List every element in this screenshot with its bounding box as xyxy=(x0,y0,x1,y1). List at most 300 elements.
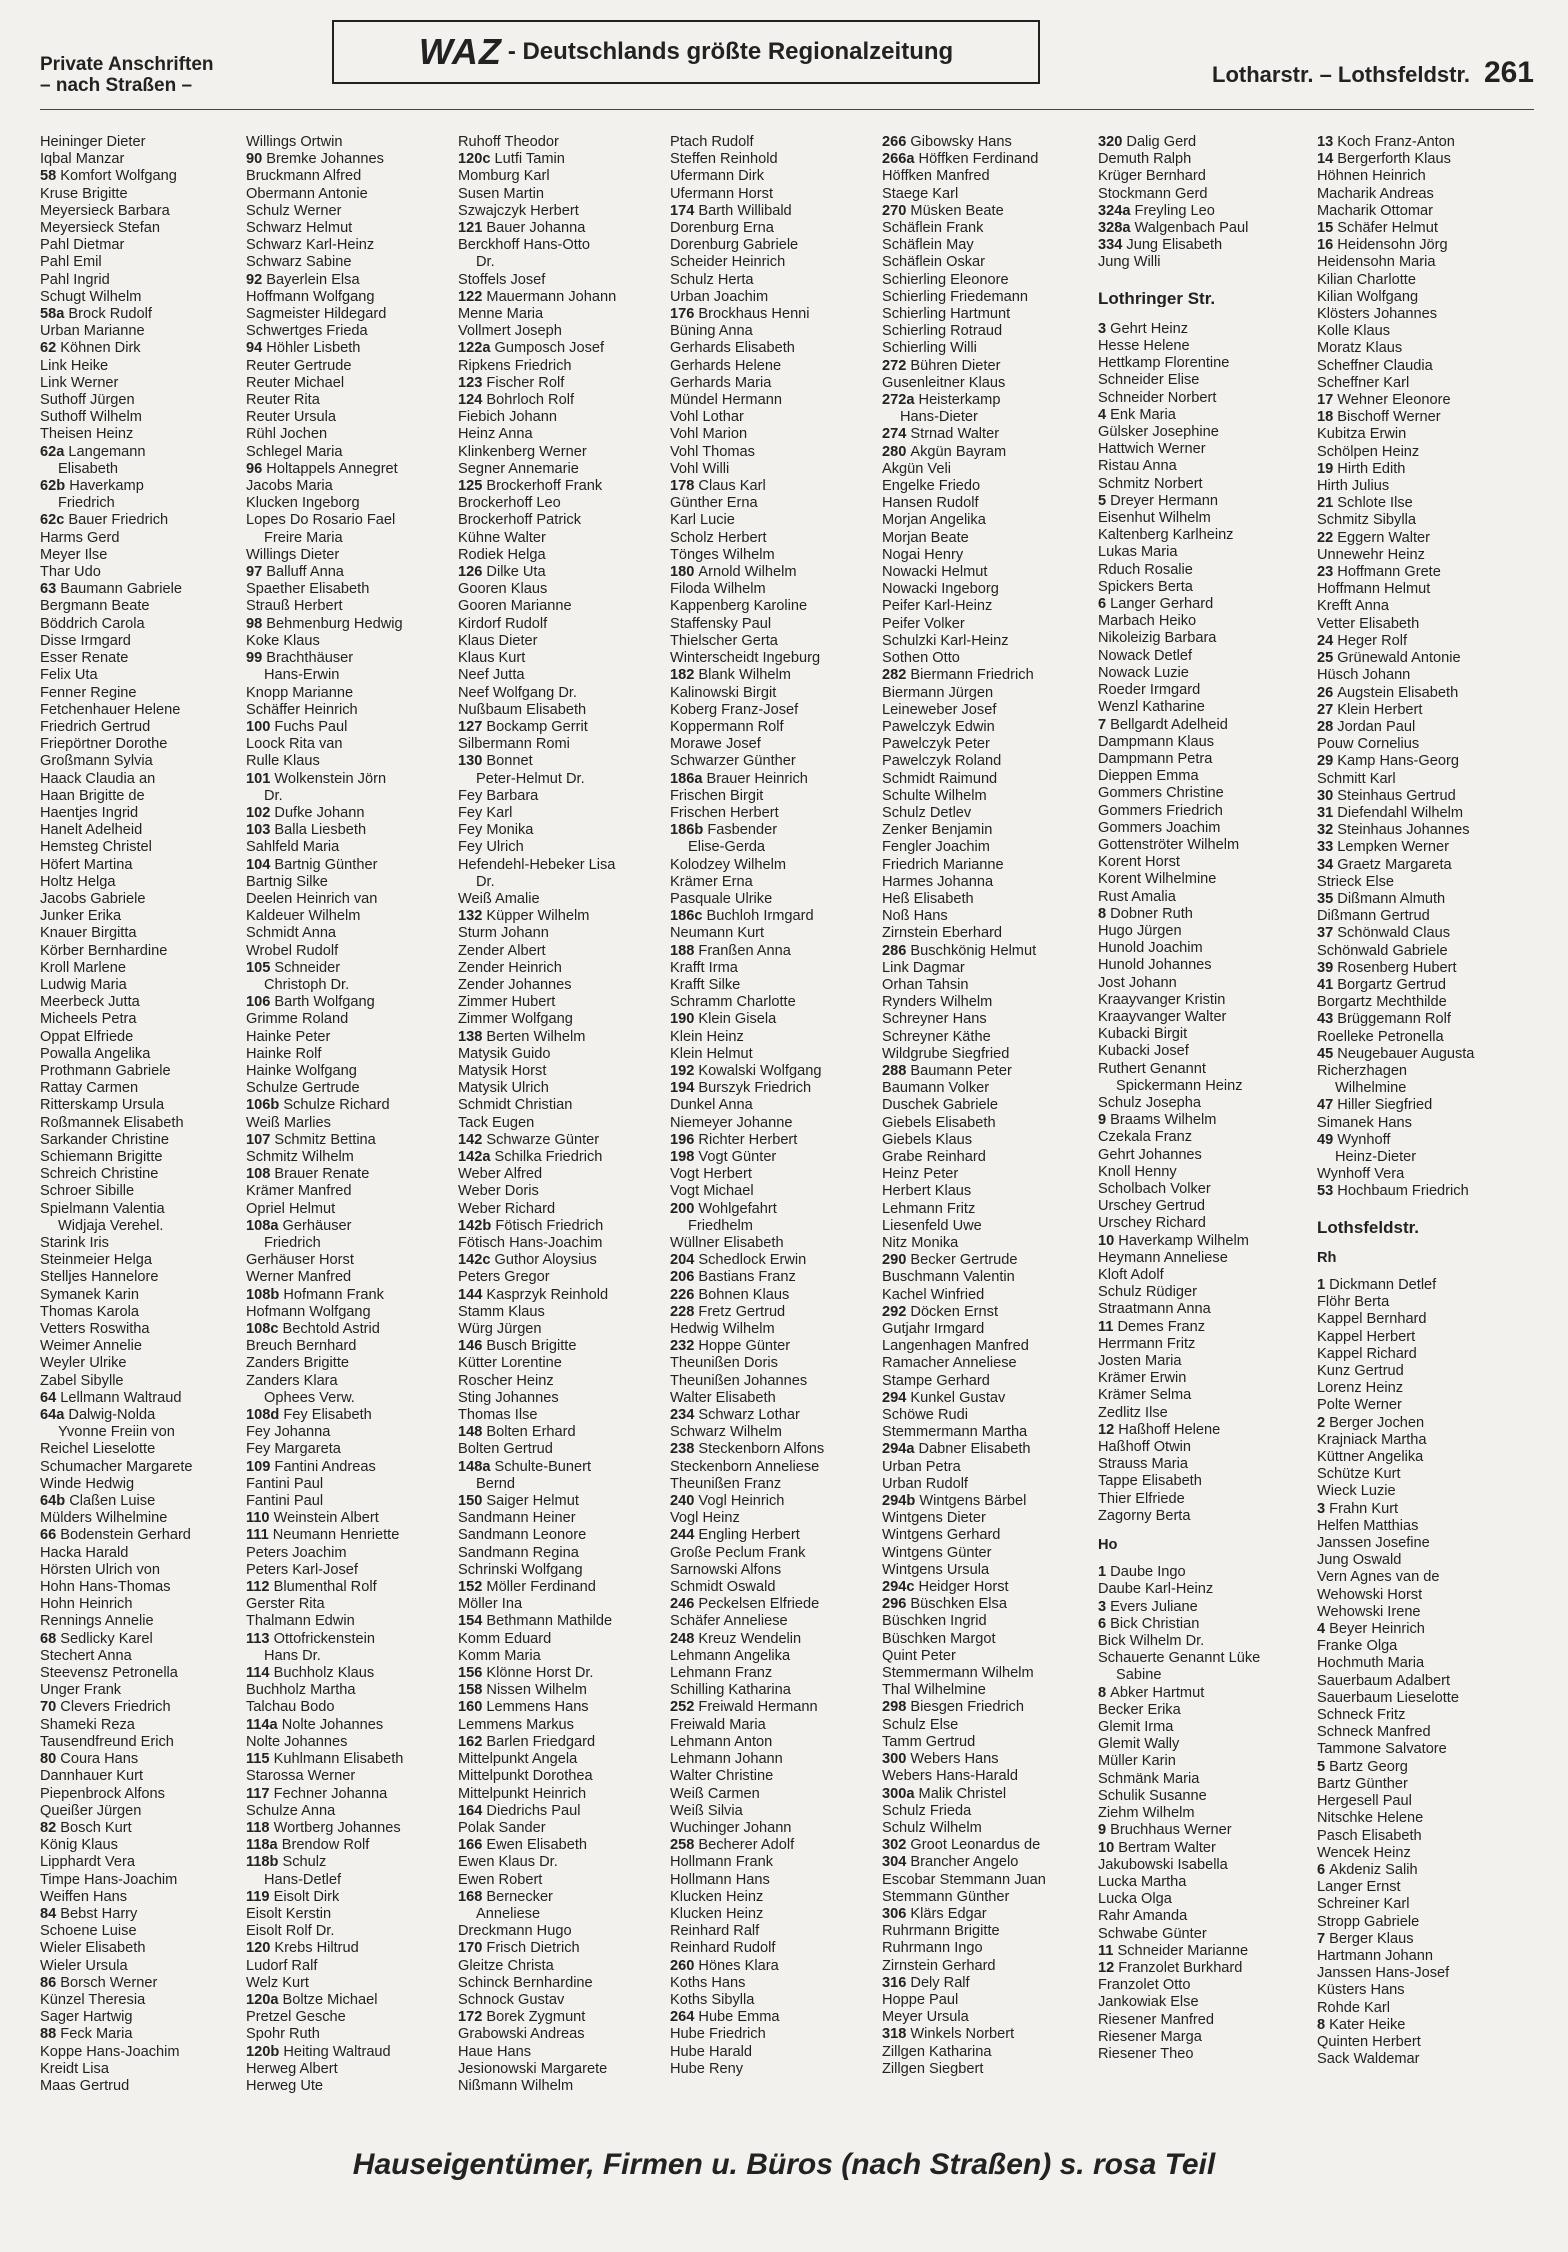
resident-entry: Lopes Do Rosario Fael xyxy=(246,512,396,529)
resident-entry xyxy=(458,1338,668,1355)
resident-entry: Dannhauer Kurt xyxy=(40,1768,144,1785)
resident-entry: Pouw Cornelius xyxy=(1317,736,1420,753)
resident-name: Bauer Friedrich xyxy=(68,512,169,529)
resident-name: Borgartz Gertrud xyxy=(1337,976,1446,993)
house-number: 304 xyxy=(882,1854,911,1871)
resident-entry: Gleitze Christa xyxy=(458,1957,554,1974)
resident-entry: Queißer Jürgen xyxy=(40,1802,142,1819)
house-number: 37 xyxy=(1317,925,1338,942)
resident-entry xyxy=(458,1252,668,1269)
resident-entry: Schulz Werner xyxy=(246,202,342,219)
house-number: 90 xyxy=(246,151,267,168)
resident-entry: Scheffner Claudia xyxy=(1317,357,1433,374)
house-number: 186a xyxy=(670,770,707,787)
resident-name: Brendow Rolf xyxy=(281,1837,370,1854)
house-number: 94 xyxy=(246,340,267,357)
resident-entry: Tausendfreund Erich xyxy=(40,1733,174,1750)
resident-entry: Steckenborn Anneliese xyxy=(670,1458,820,1475)
resident-entry: Dieppen Emma xyxy=(1098,768,1199,785)
resident-entry xyxy=(1317,857,1527,874)
house-number: 6 xyxy=(1317,1861,1330,1878)
resident-entry: Karl Lucie xyxy=(670,512,735,529)
resident-entry: Schreyner Käthe xyxy=(882,1028,991,1045)
resident-entry: Theunißen Franz xyxy=(670,1475,782,1492)
house-number: 148a xyxy=(458,1458,495,1475)
house-number: 107 xyxy=(246,1131,275,1148)
resident-name: Hiller Siegfried xyxy=(1337,1097,1433,1114)
resident-entry: Schneider Norbert xyxy=(1098,389,1217,406)
resident-entry: Schulik Susanne xyxy=(1098,1787,1207,1804)
resident-entry: Mittelpunkt Heinrich xyxy=(458,1785,587,1802)
resident-entry xyxy=(1098,1943,1308,1960)
resident-entry xyxy=(670,667,880,684)
house-number: 114 xyxy=(246,1665,274,1682)
resident-entry xyxy=(670,478,880,495)
resident-name: Engling Herbert xyxy=(698,1527,800,1544)
resident-name: Brauer Heinrich xyxy=(706,770,808,787)
resident-entry: Kraayvanger Kristin xyxy=(1098,991,1226,1008)
resident-entry: Nikoleizig Barbara xyxy=(1098,630,1217,647)
resident-entry xyxy=(458,340,668,357)
resident-entry: Urban Rudolf xyxy=(882,1475,968,1492)
resident-entry: Korent Wilhelmine xyxy=(1098,871,1217,888)
resident-entry: Reuter Michael xyxy=(246,374,345,391)
resident-entry: Kühne Walter xyxy=(458,529,546,546)
house-number: 111 xyxy=(246,1527,273,1544)
resident-entry: Schwarzer Günther xyxy=(670,753,796,770)
resident-name: Krebs Hiltrud xyxy=(274,1940,359,1957)
resident-entry: Jankowiak Else xyxy=(1098,1994,1199,2011)
resident-entry: Dißmann Gertrud xyxy=(1317,908,1430,925)
resident-entry xyxy=(246,1940,456,1957)
entry-continuation: Sabine xyxy=(1116,1667,1162,1684)
resident-entry xyxy=(1098,134,1308,151)
resident-name: Möller Ferdinand xyxy=(486,1579,596,1596)
resident-entry: Nowack Luzie xyxy=(1098,664,1189,681)
entry-continuation: Spickermann Heinz xyxy=(1116,1077,1243,1094)
resident-entry: Gehrt Johannes xyxy=(1098,1146,1202,1163)
house-number: 164 xyxy=(458,1802,487,1819)
resident-name: Heger Rolf xyxy=(1337,632,1408,649)
resident-entry: Sauerbaum Lieselotte xyxy=(1317,1689,1459,1706)
resident-entry xyxy=(40,1751,250,1768)
resident-entry: Schmänk Maria xyxy=(1098,1770,1200,1787)
resident-name: Neumann Henriette xyxy=(272,1527,400,1544)
resident-name: Dalig Gerd xyxy=(1126,134,1197,150)
resident-name: Brauer Renate xyxy=(274,1166,370,1183)
resident-name: Clevers Friedrich xyxy=(60,1699,171,1716)
house-number: 176 xyxy=(670,306,699,323)
resident-entry: Frischen Birgit xyxy=(670,787,764,804)
resident-name: Schwarze Günter xyxy=(486,1131,600,1148)
resident-name: Claus Karl xyxy=(698,478,766,495)
house-number: 288 xyxy=(882,1062,911,1079)
resident-entry xyxy=(882,1906,1092,1923)
resident-entry: Neef Wolfgang Dr. xyxy=(458,684,577,701)
resident-entry: Spickers Berta xyxy=(1098,578,1193,595)
resident-entry: Hanelt Adelheid xyxy=(40,822,143,839)
resident-entry xyxy=(246,771,456,788)
resident-entry xyxy=(246,1097,456,1114)
resident-entry: Kappel Bernhard xyxy=(1317,1311,1427,1328)
resident-name: Brüggemann Rolf xyxy=(1337,1011,1451,1028)
house-number: 7 xyxy=(1098,716,1111,733)
resident-entry: Esser Renate xyxy=(40,650,129,667)
resident-entry xyxy=(1317,960,1527,977)
house-number: 108d xyxy=(246,1407,284,1424)
resident-entry: Schmitz Norbert xyxy=(1098,475,1203,492)
resident-entry xyxy=(1317,788,1527,805)
resident-entry: Walter Elisabeth xyxy=(670,1389,776,1406)
house-number: 25 xyxy=(1317,650,1338,667)
resident-entry: Riesener Theo xyxy=(1098,2045,1194,2062)
resident-entry xyxy=(1317,1931,1527,1948)
resident-entry: Kalinowski Birgit xyxy=(670,684,777,701)
resident-entry: Hettkamp Florentine xyxy=(1098,355,1230,372)
house-number: 11 xyxy=(1098,1318,1118,1335)
resident-entry: Großmann Sylvia xyxy=(40,753,153,770)
resident-entry xyxy=(1098,493,1308,510)
house-number: 168 xyxy=(458,1888,487,1905)
resident-entry: Morjan Beate xyxy=(882,529,969,546)
resident-entry: Thar Udo xyxy=(40,564,101,581)
resident-entry xyxy=(40,1906,250,1923)
resident-entry: Schäflein Oskar xyxy=(882,254,986,271)
resident-entry: Knauer Birgitta xyxy=(40,925,137,942)
resident-entry: Thier Elfriede xyxy=(1098,1490,1185,1507)
resident-entry: Hollmann Hans xyxy=(670,1871,770,1888)
house-number: 296 xyxy=(882,1596,911,1613)
resident-entry: Nißmann Wilhelm xyxy=(458,2077,574,2094)
resident-name: Bastians Franz xyxy=(698,1269,796,1286)
resident-entry xyxy=(882,358,1092,375)
resident-entry: Schugt Wilhelm xyxy=(40,288,142,305)
resident-entry: Link Heike xyxy=(40,357,109,374)
resident-name: Fasbender xyxy=(707,822,778,839)
resident-entry: Franzolet Otto xyxy=(1098,1977,1191,1994)
resident-entry xyxy=(246,805,456,822)
house-number: 118a xyxy=(246,1837,282,1854)
resident-entry: Pawelczyk Edwin xyxy=(882,718,995,735)
resident-entry: Langer Ernst xyxy=(1317,1879,1401,1896)
house-number: 146 xyxy=(458,1338,487,1355)
resident-entry: Fey Ulrich xyxy=(458,839,524,856)
entry-continuation: Freire Maria xyxy=(264,529,343,546)
resident-name: Fantini Andreas xyxy=(274,1458,376,1475)
house-number: 148 xyxy=(458,1424,487,1441)
house-number: 92 xyxy=(246,271,267,288)
house-number: 180 xyxy=(670,564,699,581)
resident-name: Bernecker xyxy=(486,1888,553,1905)
resident-name: Blank Wilhelm xyxy=(698,667,791,684)
resident-entry: Stelljes Hannelore xyxy=(40,1269,159,1286)
resident-entry: Janssen Hans-Josef xyxy=(1317,1965,1450,1982)
resident-entry: Roeder Irmgard xyxy=(1098,682,1201,699)
resident-name: Schlote Ilse xyxy=(1337,495,1413,512)
resident-entry: Daube Karl-Heinz xyxy=(1098,1581,1214,1598)
house-number: 158 xyxy=(458,1682,487,1699)
resident-entry: Pasquale Ulrike xyxy=(670,890,773,907)
section-label xyxy=(40,54,214,96)
resident-name: Schilka Friedrich xyxy=(494,1148,603,1165)
resident-entry: Krämer Manfred xyxy=(246,1183,352,1200)
house-number: 53 xyxy=(1317,1183,1338,1200)
resident-name: Borek Zygmunt xyxy=(486,2009,586,2026)
house-number: 334 xyxy=(1098,237,1127,254)
resident-name: Dabner Elisabeth xyxy=(918,1441,1031,1458)
house-number: 258 xyxy=(670,1837,699,1854)
resident-entry: Hansen Rudolf xyxy=(882,495,979,512)
resident-name: Bartnig Günther xyxy=(274,856,378,873)
resident-entry: Weber Alfred xyxy=(458,1166,543,1183)
house-number: 240 xyxy=(670,1493,699,1510)
house-number: 264 xyxy=(670,2009,699,2026)
house-number: 98 xyxy=(246,615,267,632)
directory-column xyxy=(670,134,880,2078)
resident-entry: Korent Horst xyxy=(1098,854,1180,871)
resident-entry: Rulle Klaus xyxy=(246,753,320,770)
house-number: 248 xyxy=(670,1630,699,1647)
resident-name: Fey Elisabeth xyxy=(283,1407,372,1424)
resident-name: Bartz Georg xyxy=(1329,1758,1408,1775)
resident-entry: Sahlfeld Maria xyxy=(246,839,340,856)
resident-entry xyxy=(458,1029,668,1046)
resident-entry xyxy=(1317,237,1527,254)
resident-entry xyxy=(1317,461,1527,478)
resident-name: Bebst Harry xyxy=(60,1905,138,1922)
resident-entry: Krajniack Martha xyxy=(1317,1431,1427,1448)
resident-name: Schneider Marianne xyxy=(1117,1942,1249,1959)
resident-entry: Heinz Peter xyxy=(882,1166,959,1183)
resident-name: Burszyk Friedrich xyxy=(698,1080,812,1097)
resident-entry: Duschek Gabriele xyxy=(882,1097,998,1114)
resident-entry xyxy=(1317,650,1527,667)
resident-entry xyxy=(670,1304,880,1321)
resident-entry: Thomas Ilse xyxy=(458,1407,538,1424)
resident-entry: Freiwald Maria xyxy=(670,1716,766,1733)
resident-entry: Dreckmann Hugo xyxy=(458,1923,572,1940)
house-number: 280 xyxy=(882,443,911,460)
resident-name: Wohlgefahrt xyxy=(698,1200,777,1217)
resident-entry: Quint Peter xyxy=(882,1647,956,1664)
resident-name: Schäfer Helmut xyxy=(1337,220,1438,237)
resident-entry xyxy=(670,1132,880,1149)
resident-entry: Micheels Petra xyxy=(40,1011,137,1028)
resident-entry xyxy=(246,1786,456,1803)
resident-entry: Jung Willi xyxy=(1098,254,1161,271)
house-number: 12 xyxy=(1098,1959,1119,1976)
resident-entry: Zirnstein Eberhard xyxy=(882,925,1003,942)
house-number: 62a xyxy=(40,443,69,460)
resident-entry: Herrmann Fritz xyxy=(1098,1335,1196,1352)
resident-entry xyxy=(1098,1960,1308,1977)
resident-entry: Kubacki Birgit xyxy=(1098,1026,1188,1043)
resident-entry: Deelen Heinrich van xyxy=(246,890,378,907)
resident-entry: Koppermann Rolf xyxy=(670,718,784,735)
resident-entry: Klein Heinz xyxy=(670,1028,744,1045)
resident-entry: Kraayvanger Walter xyxy=(1098,1008,1227,1025)
resident-entry: Krämer Erwin xyxy=(1098,1370,1187,1387)
resident-entry: Noß Hans xyxy=(882,908,948,925)
resident-entry: Schulz Detlev xyxy=(882,804,972,821)
resident-name: Höhler Lisbeth xyxy=(266,340,361,357)
resident-entry xyxy=(670,1287,880,1304)
resident-entry xyxy=(458,1682,668,1699)
directory-column xyxy=(458,134,668,2095)
resident-entry xyxy=(458,1132,668,1149)
resident-name: Barth Willibald xyxy=(698,202,792,219)
house-number: 5 xyxy=(1317,1758,1330,1775)
resident-entry xyxy=(458,1287,668,1304)
house-number: 320 xyxy=(1098,134,1127,150)
resident-entry: Urban Marianne xyxy=(40,323,145,340)
resident-name: Brockerhoff Frank xyxy=(486,478,603,495)
resident-entry: Gusenleitner Klaus xyxy=(882,374,1006,391)
resident-name: Bechtold Astrid xyxy=(282,1321,380,1338)
resident-entry: Schmitz Wilhelm xyxy=(246,1148,354,1165)
resident-entry: Peters Joachim xyxy=(246,1544,347,1561)
resident-entry: Böddrich Carola xyxy=(40,615,145,632)
resident-entry: Szwajczyk Herbert xyxy=(458,202,579,219)
resident-entry: Kappel Herbert xyxy=(1317,1328,1416,1345)
house-number: 12 xyxy=(1098,1421,1119,1438)
house-number: 62b xyxy=(40,478,70,495)
resident-entry: Sothen Otto xyxy=(882,650,960,667)
resident-entry: Spielmann Valentia xyxy=(40,1200,165,1217)
resident-entry: Kunz Gertrud xyxy=(1317,1363,1404,1380)
resident-entry xyxy=(458,1613,668,1630)
resident-entry: Heidensohn Maria xyxy=(1317,254,1436,271)
resident-entry xyxy=(246,822,456,839)
resident-entry: Pahl Ingrid xyxy=(40,271,110,288)
resident-name: Biermann Friedrich xyxy=(910,667,1034,684)
resident-entry: Eisolt Kerstin xyxy=(246,1905,332,1922)
resident-entry xyxy=(1317,392,1527,409)
resident-entry xyxy=(670,1149,880,1166)
resident-entry: Ritterskamp Ursula xyxy=(40,1097,165,1114)
resident-entry: Fey Karl xyxy=(458,804,513,821)
resident-entry xyxy=(1317,719,1527,736)
resident-entry: Grabe Reinhard xyxy=(882,1148,986,1165)
resident-entry: Wintgens Dieter xyxy=(882,1510,986,1527)
resident-entry: Mülders Wilhelmine xyxy=(40,1510,168,1527)
resident-entry: Gooren Marianne xyxy=(458,598,572,615)
resident-name: Braams Wilhelm xyxy=(1110,1112,1217,1129)
resident-entry: Pawelczyk Peter xyxy=(882,736,990,753)
resident-entry xyxy=(1317,530,1527,547)
resident-name: Freiwald Hermann xyxy=(698,1699,818,1716)
resident-entry: Körber Bernhardine xyxy=(40,942,168,959)
resident-entry: Krämer Selma xyxy=(1098,1387,1192,1404)
resident-name: Bethmann Mathilde xyxy=(486,1613,613,1630)
house-number: 178 xyxy=(670,478,699,495)
resident-name: Wortberg Johannes xyxy=(273,1819,401,1836)
resident-entry: Ramacher Anneliese xyxy=(882,1355,1017,1372)
resident-entry xyxy=(670,1958,880,1975)
resident-entry: Ludwig Maria xyxy=(40,976,127,993)
house-number: 318 xyxy=(882,2026,911,2043)
house-number: 43 xyxy=(1317,1011,1338,1028)
resident-entry: Kloft Adolf xyxy=(1098,1267,1164,1283)
resident-name: Beyer Heinrich xyxy=(1329,1621,1425,1638)
resident-entry: Koths Sibylla xyxy=(670,1991,755,2008)
resident-name: Steinhaus Gertrud xyxy=(1337,787,1456,804)
resident-entry: Link Dagmar xyxy=(882,959,965,976)
resident-entry xyxy=(882,1579,1092,1596)
resident-entry: Weiß Marlies xyxy=(246,1114,331,1131)
house-number: 252 xyxy=(670,1699,699,1716)
resident-entry: Harmes Johanna xyxy=(882,873,994,890)
house-number: 286 xyxy=(882,942,911,959)
resident-entry: Tönges Wilhelm xyxy=(670,546,775,563)
resident-entry: Biermann Jürgen xyxy=(882,684,994,701)
house-number: 272a xyxy=(882,392,919,409)
house-number: 45 xyxy=(1317,1045,1338,1062)
house-number: 100 xyxy=(246,718,275,735)
resident-entry: Fey Johanna xyxy=(246,1424,331,1441)
resident-name: Heidensohn Jörg xyxy=(1337,237,1448,254)
resident-entry xyxy=(246,1287,456,1304)
street-heading: Lothringer Str. xyxy=(1098,289,1216,307)
resident-entry xyxy=(458,908,668,925)
house-number: 63 xyxy=(40,581,61,598)
resident-entry: Schöwe Rudi xyxy=(882,1407,968,1424)
house-number: 290 xyxy=(882,1252,911,1269)
resident-name: Fötisch Friedrich xyxy=(495,1217,604,1234)
resident-entry xyxy=(246,1459,456,1476)
resident-entry: Hohn Hans-Thomas xyxy=(40,1579,171,1596)
house-number: 160 xyxy=(458,1699,487,1716)
resident-entry: Staffensky Paul xyxy=(670,615,772,632)
resident-entry: Schierling Willi xyxy=(882,340,977,357)
resident-entry xyxy=(1317,1046,1527,1063)
resident-entry: Schmitz Sibylla xyxy=(1317,512,1416,529)
resident-entry xyxy=(246,1992,456,2009)
resident-entry xyxy=(882,1493,1092,1510)
resident-name: Koch Franz-Anton xyxy=(1337,134,1455,150)
resident-entry: Krafft Irma xyxy=(670,959,738,976)
resident-entry: Stamm Klaus xyxy=(458,1303,545,1320)
resident-entry: Kirdorf Rudolf xyxy=(458,615,548,632)
resident-entry: Nogai Henry xyxy=(882,546,964,563)
house-number: 62c xyxy=(40,512,69,529)
resident-name: Akgün Bayram xyxy=(910,443,1007,460)
house-number: 166 xyxy=(458,1837,487,1854)
resident-entry: Fey Margareta xyxy=(246,1441,341,1458)
resident-entry: Kruse Brigitte xyxy=(40,185,128,202)
resident-entry: Fenner Regine xyxy=(40,684,137,701)
resident-name: Haverkamp xyxy=(69,478,144,495)
resident-name: Buchholz Klaus xyxy=(273,1665,375,1682)
house-number: 31 xyxy=(1317,804,1338,821)
resident-name: Dalwig-Nolda xyxy=(68,1407,156,1424)
resident-name: Haßhoff Helene xyxy=(1118,1421,1221,1438)
resident-entry: Zanders Klara xyxy=(246,1372,338,1389)
resident-entry: Czekala Franz xyxy=(1098,1129,1193,1146)
resident-entry: Pasch Elisabeth xyxy=(1317,1827,1422,1844)
house-number: 9 xyxy=(1098,1112,1111,1129)
resident-entry: Nitschke Helene xyxy=(1317,1810,1424,1827)
resident-entry: Büschken Margot xyxy=(882,1630,996,1647)
house-number: 294 xyxy=(882,1389,911,1406)
directory-column xyxy=(1098,134,1308,2063)
resident-entry: Piepenbrock Alfons xyxy=(40,1785,165,1802)
resident-entry: Bartnig Silke xyxy=(246,873,328,890)
house-number: 26 xyxy=(1317,684,1338,701)
resident-entry: Webers Hans-Harald xyxy=(882,1768,1018,1785)
house-number: 27 xyxy=(1317,701,1338,718)
resident-entry: Hesse Helene xyxy=(1098,338,1190,355)
